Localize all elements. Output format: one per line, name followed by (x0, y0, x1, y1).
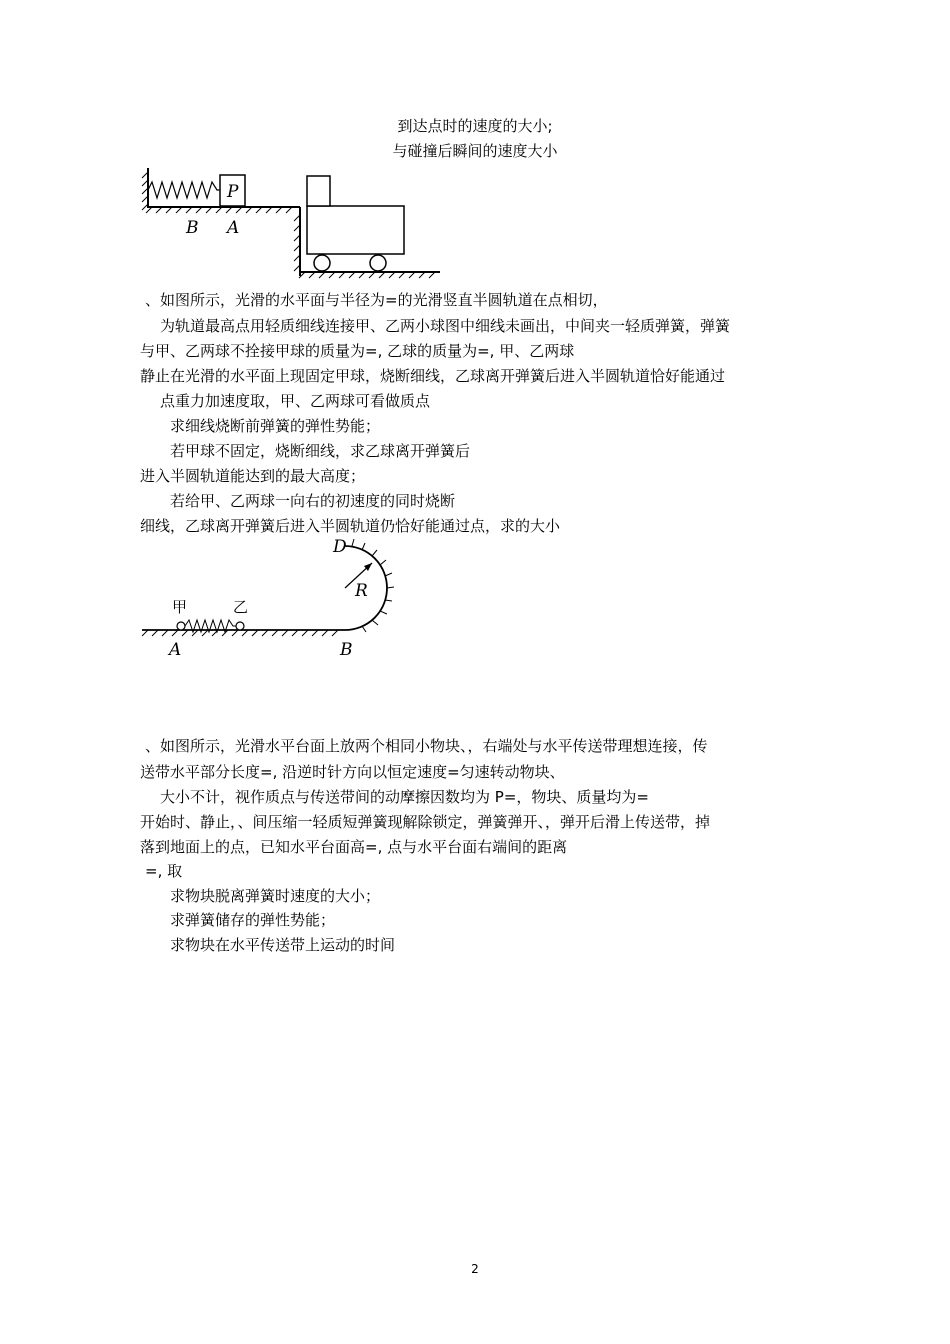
problem2-line: 静止在光滑的水平面上现固定甲球，烧断细线，乙球离开弹簧后进入半圆轨道恰好能通过 (140, 367, 726, 385)
problem3-subquestion: 求物块在水平传送带上运动的时间 (170, 936, 396, 954)
label-a: A (169, 640, 182, 660)
label-b: B (186, 218, 199, 238)
question-line-2: 与碰撞后瞬间的速度大小 (392, 142, 558, 160)
problem2-subquestion: 若给甲、乙两球一向右的初速度的同时烧断 (170, 492, 456, 510)
problem2-subquestion: 若甲球不固定，烧断细线，求乙球离开弹簧后 (170, 442, 471, 460)
label-yi: 乙 (233, 598, 249, 616)
problem3-line: 落到地面上的点，已知水平台面高=, 点与水平台面右端间的距离 (140, 838, 568, 856)
problem2-line: 进入半圆轨道能达到的最大高度； (140, 467, 366, 485)
problem2-line: 、如图所示，光滑的水平面与半径为=的光滑竖直半圆轨道在点相切， (145, 291, 608, 309)
problem3-subquestion: 求物块脱离弹簧时速度的大小； (170, 887, 381, 905)
problem2-line: 与甲、乙两球不拴接甲球的质量为=, 乙球的质量为=, 甲、乙两球 (140, 342, 575, 360)
label-jia: 甲 (172, 598, 188, 616)
label-d: D (333, 537, 347, 557)
problem2-line: 点重力加速度取，甲、乙两球可看做质点 (160, 392, 431, 410)
problem3-line: 、如图所示，光滑水平台面上放两个相同小物块、，右端处与水平传送带理想连接，传 (145, 737, 708, 755)
problem2-line: 细线，乙球离开弹簧后进入半圆轨道仍恰好能通过点，求的大小 (140, 517, 561, 535)
label-r: R (355, 581, 368, 601)
ball-yi (236, 622, 244, 630)
label-p: P (227, 182, 239, 202)
page-number: 2 (471, 1262, 479, 1276)
label-a: A (227, 218, 240, 238)
problem3-subquestion: 求弹簧储存的弹性势能； (170, 911, 336, 929)
problem3-line: 送带水平部分长度=, 沿逆时针方向以恒定速度=匀速转动物块、 (140, 763, 565, 781)
problem2-subquestion: 求细线烧断前弹簧的弹性势能； (170, 417, 381, 435)
label-b: B (340, 640, 353, 660)
problem2-line: 为轨道最高点用轻质细线连接甲、乙两小球图中细线未画出，中间夹一轻质弹簧，弹簧 (160, 317, 731, 335)
ball-jia (177, 622, 185, 630)
problem3-line: 大小不计，视作质点与传送带间的动摩擦因数均为 P=，物块、质量均为= (160, 788, 649, 806)
problem3-line: =, 取 (145, 862, 183, 880)
question-line-1: 到达点时的速度的大小; (397, 117, 553, 135)
problem3-line: 开始时、静止，、间压缩一轻质短弹簧现解除锁定，弹簧弹开、，弹开后滑上传送带，掉 (140, 813, 711, 831)
